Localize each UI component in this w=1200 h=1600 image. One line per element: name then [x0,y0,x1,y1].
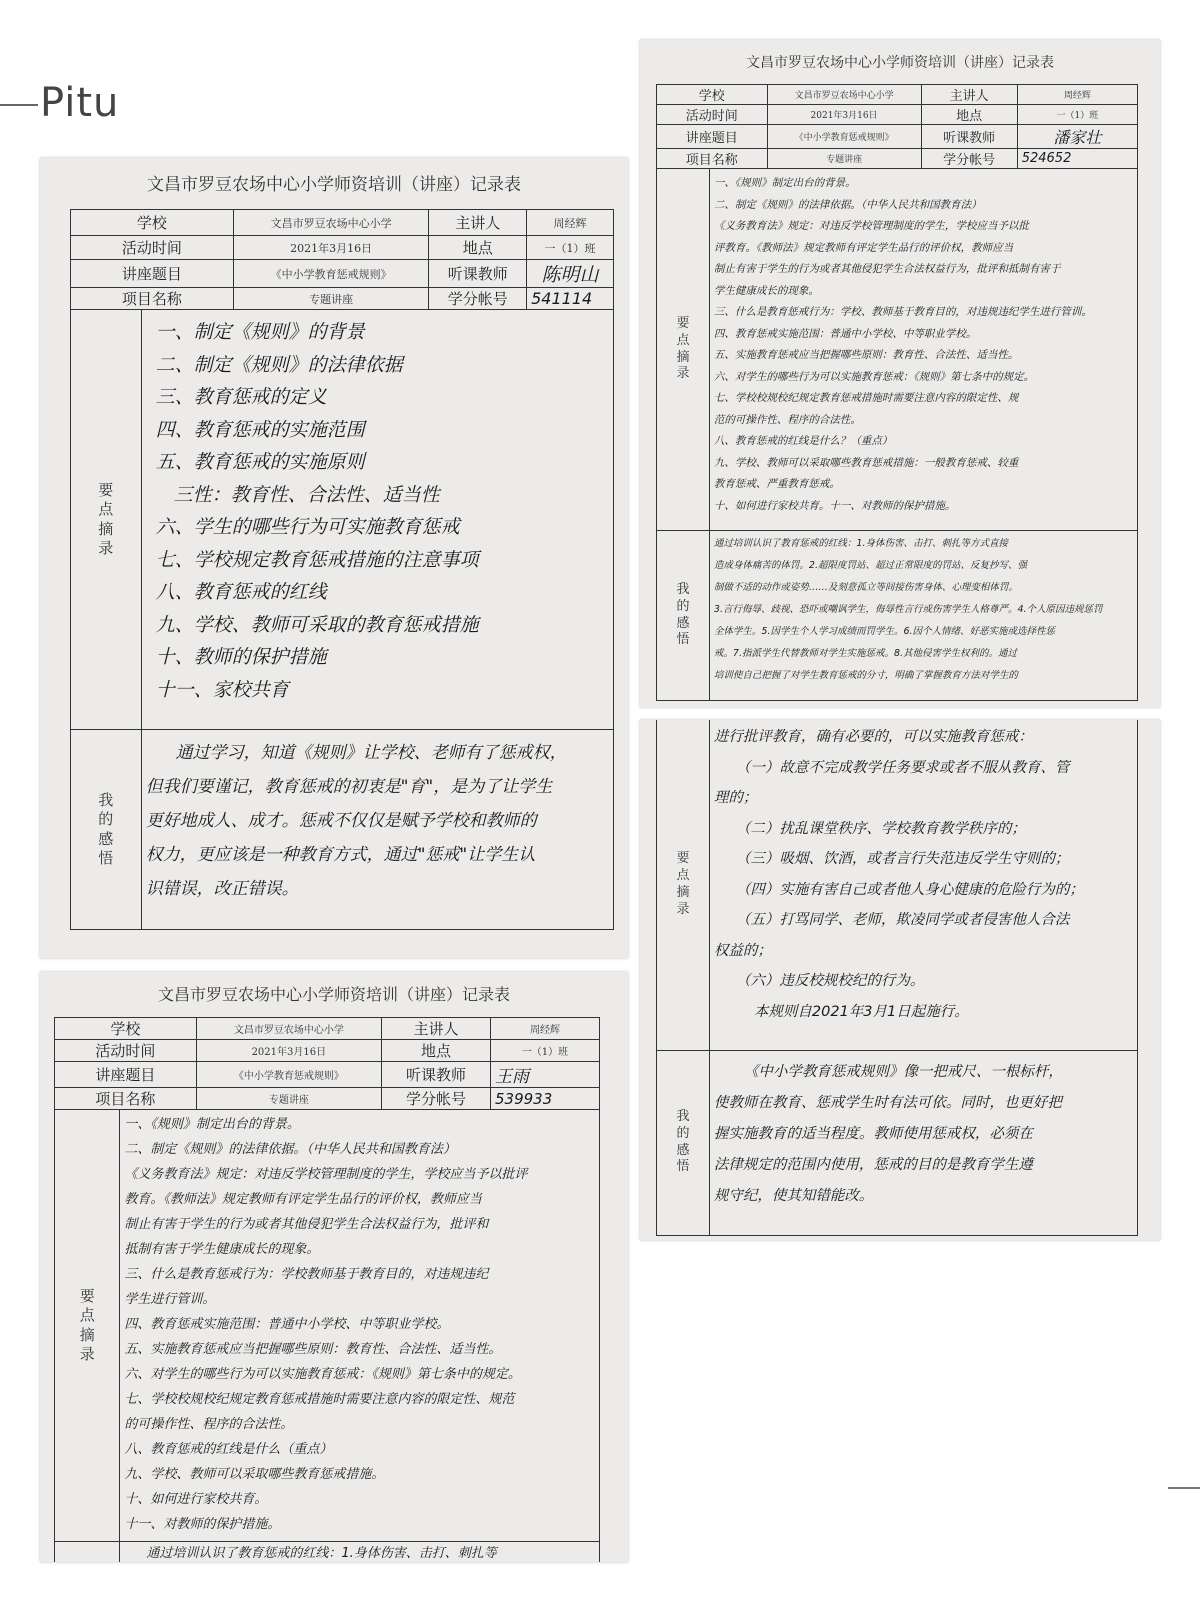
note-line: 理的； [713,790,758,806]
project-value: 专题讲座 [233,288,428,310]
note-line: 二、制定《规则》的法律依据。（中华人民共和国教育法） [713,198,982,211]
note-line: （二）扰乱课堂秩序、学校教育教学秩序的； [735,820,1026,837]
project-value: 专题讲座 [196,1088,381,1110]
notes-section-label: 要 点 摘 录 [657,720,710,1050]
place-label: 地点 [381,1040,490,1062]
note-line: 抵制有害于学生健康成长的现象。 [124,1242,320,1257]
note-line: （六）违反校规校纪的行为。 [735,973,925,989]
time-value: 2021年3月16日 [196,1040,381,1062]
feeling-line: 通过学习，知道《规则》让学校、老师有了惩戒权， [175,743,567,763]
note-line: 三、什么是教育惩戒行为：学校、教师基于教育目的，对违规违纪学生进行管训。 [713,306,1092,318]
place-label: 地点 [921,105,1017,125]
note-line: 二、制定《规则》的法律依据。（中华人民共和国教育法） [124,1142,456,1157]
project-label: 项目名称 [71,288,234,310]
feeling-line: 更好地成人、成才。惩戒不仅仅是赋予学校和教师的 [145,811,537,831]
topic-value: 《中小学教育惩戒规则》 [233,260,428,288]
listener-value: 潘家壮 [1017,125,1137,149]
note-line: 的可操作性、程序的合法性。 [124,1417,294,1432]
notes-section-label: 要 点 摘 录 [71,310,142,730]
note-line: 八、教育惩戒的红线 [155,581,327,603]
feeling-line: 制做不适的动作或姿势……及刻意孤立等间接伤害身体、心理变相体罚。 [713,582,1018,593]
place-value: 一（1）班 [490,1040,599,1062]
note-line: 评教育。《教师法》规定教师有评定学生品行的评价权，教师应当 [713,241,1014,254]
speaker-label: 主讲人 [381,1018,490,1040]
place-label: 地点 [429,236,527,260]
feeling-line: 握实施教育的适当程度。教师使用惩戒权，必须在 [713,1125,1033,1142]
feeling-line: 造成身体痛苦的体罚。2.超限度罚站、超过正常限度的罚站、反复抄写、强 [713,560,1027,571]
feelings-content [141,730,613,930]
speaker-value: 周经辉 [527,210,614,236]
feelings-content-partial: 通过培训认识了教育惩戒的红线：1.身体伤害、击打、刺扎等 [120,1542,600,1563]
note-line: 八、教育惩戒的红线是什么？（重点） [713,435,893,447]
record-table [70,209,614,930]
notes-section-label: 要 点 摘 录 [657,169,710,531]
note-line: （五）打骂同学、老师，欺凌同学或者侵害他人合法 [735,912,1070,928]
note-line: 五、教育惩戒的实施原则 [155,451,365,473]
note-line: 五、实施教育惩戒应当把握哪些原则：教育性、合法性、适当性。 [124,1342,502,1357]
note-line: 四、教育惩戒实施范围：普通中小学校、中等职业学校。 [713,327,977,340]
project-label: 项目名称 [657,149,768,169]
note-line: 七、学校校规校纪规定教育惩戒措施时需要注意内容的限定性、规范 [124,1392,515,1407]
note-line: 十一、家校共育 [155,678,289,701]
school-label: 学校 [71,210,234,236]
feeling-line: 法律规定的范围内使用，惩戒的目的是教育学生遵 [713,1156,1033,1173]
feelings-content [709,1050,1137,1235]
account-label: 学分帐号 [921,149,1017,169]
note-line: 一、《规则》制定出台的背景。 [713,177,856,189]
notes-content [709,720,1137,1050]
note-line: 七、学校校规校纪规定教育惩戒措施时需要注意内容的限定性、规 [713,392,1019,404]
note-line: （三）吸烟、饮酒，或者言行失范违反学生守则的； [735,851,1070,867]
school-label: 学校 [657,85,768,105]
account-value: 539933 [490,1088,599,1110]
note-line: 六、学生的哪些行为可实施教育惩戒 [155,516,460,538]
time-value: 2021年3月16日 [233,236,428,260]
note-line: 十一、对教师的保护措施。 [124,1517,281,1532]
note-line: 《义务教育法》规定：对违反学校管理制度的学生，学校应当予以批 [713,220,1029,232]
note-line: 九、学校、教师可以采取哪些教育惩戒措施：一般教育惩戒、较重 [713,456,1019,469]
record-sheet-chen [40,158,628,958]
school-value: 文昌市罗豆农场中心小学 [196,1018,381,1040]
topic-value: 《中小学教育惩戒规则》 [767,125,921,149]
record-sheet-continuation [640,720,1160,1240]
notes-content [120,1110,600,1542]
note-line: 本规则自2021年3月1日起施行。 [753,1003,969,1020]
sheet-title: 文昌市罗豆农场中心小学师资培训（讲座）记录表 [746,55,1054,71]
feeling-line: 权力，更应该是一种教育方式，通过"惩戒"让学生认 [145,845,536,865]
note-line: 三性：教育性、合法性、适当性 [173,483,440,506]
feeling-line: 全体学生。5.因学生个人学习成绩而罚学生。6.因个人情绪、好恶实施或选择性惩 [713,626,1056,637]
listener-label: 听课教师 [381,1062,490,1088]
feeling-line: 戒。7.指派学生代替教师对学生实施惩戒。8.其他侵害学生权利的。通过 [713,648,1018,659]
note-line: 八、教育惩戒的红线是什么（重点） [124,1442,333,1457]
note-line: 三、什么是教育惩戒行为：学校教师基于教育目的，对违规违纪 [124,1267,489,1282]
note-line: 权益的； [713,942,772,959]
note-line: 制止有害于学生的行为或者其他侵犯学生合法权益行为，批评和 [124,1217,489,1232]
feeling-line: 《中小学教育惩戒规则》像一把戒尺、一根标杆， [743,1063,1063,1080]
feeling-line: 3.言行侮辱、歧视、恐吓或嘲讽学生，侮辱性言行或伤害学生人格尊严。4.个人原因违规惩罚 [713,604,1103,615]
note-line: 一、《规则》制定出台的背景。 [124,1117,300,1132]
speaker-label: 主讲人 [921,85,1017,105]
time-label: 活动时间 [71,236,234,260]
feeling-line: 识错误，改正错误。 [145,879,299,899]
project-label: 项目名称 [55,1088,197,1110]
notes-section-label: 要 点 摘 录 [55,1110,120,1542]
note-line: 十、如何进行家校共育。十一、对教师的保护措施。 [713,499,956,512]
note-line: 二、制定《规则》的法律依据 [155,353,403,376]
note-line: 六、对学生的哪些行为可以实施教育惩戒：《规则》第七条中的规定。 [124,1367,521,1382]
continuation-table [656,720,1138,1236]
note-line: 制止有害于学生的行为或者其他侵犯学生合法权益行为，批评和抵制有害于 [713,263,1061,275]
topic-label: 讲座题目 [55,1062,197,1088]
record-sheet-pan [640,40,1160,707]
record-table [54,1017,600,1562]
note-line: （一）故意不完成教学任务要求或者不服从教育、管 [735,759,1070,776]
note-line: （四）实施有害自己或者他人身心健康的危险行为的； [735,881,1084,898]
school-label: 学校 [55,1018,197,1040]
speaker-label: 主讲人 [429,210,527,236]
feeling-line: 规守纪，使其知错能改。 [713,1187,874,1204]
account-label: 学分帐号 [429,288,527,310]
note-line: 一、制定《规则》的背景 [155,321,365,343]
pitu-watermark: Pitu [0,80,119,126]
listener-value: 王雨 [490,1062,599,1088]
sheet-title: 文昌市罗豆农场中心小学师资培训（讲座）记录表 [157,985,510,1004]
time-label: 活动时间 [55,1040,197,1062]
note-line: 六、对学生的哪些行为可以实施教育惩戒：《规则》第七条中的规定。 [713,370,1035,383]
feelings-content [709,531,1137,701]
listener-label: 听课教师 [921,125,1017,149]
note-line: 四、教育惩戒实施范围：普通中小学校、中等职业学校。 [124,1317,450,1332]
time-value: 2021年3月16日 [767,105,921,125]
speaker-value: 周经辉 [490,1018,599,1040]
edge-divider [1168,1487,1200,1489]
note-line: 教育。《教师法》规定教师有评定学生品行的评价权，教师应当 [124,1192,482,1207]
time-label: 活动时间 [657,105,768,125]
topic-value: 《中小学教育惩戒规则》 [196,1062,381,1088]
place-value: 一（1）班 [1017,105,1137,125]
speaker-value: 周经辉 [1017,85,1137,105]
note-line: 九、学校、教师可采取的教育惩戒措施 [155,613,479,636]
topic-label: 讲座题目 [657,125,768,149]
feeling-line: 但我们要谨记，教育惩戒的初衷是"育"，是为了让学生 [145,777,553,797]
note-line: 九、学校、教师可以采取哪些教育惩戒措施。 [124,1467,385,1482]
topic-label: 讲座题目 [71,260,234,288]
notes-content [141,310,613,730]
feelings-section-label-partial [55,1542,120,1563]
note-line: 范的可操作性、程序的合法性。 [713,413,861,426]
feeling-line: 使教师在教育、惩戒学生时有法可依。同时，也更好把 [713,1094,1062,1111]
record-table [656,84,1138,701]
account-label: 学分帐号 [381,1088,490,1110]
note-line: 教育惩戒、严重教育惩戒。 [713,478,840,490]
school-value: 文昌市罗豆农场中心小学 [233,210,428,236]
note-line: 三、教育惩戒的定义 [155,386,327,408]
note-line: 十、教师的保护措施 [155,646,327,668]
note-line: 学生进行管训。 [124,1292,216,1307]
note-line: 学生健康成长的现象。 [713,284,819,297]
account-value: 541114 [527,288,614,310]
feelings-section-label: 我 的 感 悟 [71,730,142,930]
place-value: 一（1）班 [527,236,614,260]
feelings-section-label: 我 的 感 悟 [657,531,710,701]
feeling-line: 培训使自己把握了对学生教育惩戒的分寸，明确了掌握教育方法对学生的 [713,670,1018,681]
project-value: 专题讲座 [767,149,921,169]
feeling-line: 通过培训认识了教育惩戒的红线：1.身体伤害、击打、刺扎等方式直接 [713,538,1008,549]
notes-content [709,169,1137,531]
note-line: 进行批评教育，确有必要的，可以实施教育惩戒： [713,729,1033,745]
listener-label: 听课教师 [429,260,527,288]
note-line: 十、如何进行家校共育。 [124,1492,268,1507]
note-line: 四、教育惩戒的实施范围 [155,418,365,441]
note-line: 七、学校规定教育惩戒措施的注意事项 [155,548,479,571]
listener-value: 陈明山 [527,260,614,288]
school-value: 文昌市罗豆农场中心小学 [767,85,921,105]
note-line: 《义务教育法》规定：对违反学校管理制度的学生，学校应当予以批评 [124,1167,528,1182]
sheet-title: 文昌市罗豆农场中心小学师资培训（讲座）记录表 [147,175,521,195]
feelings-section-label: 我 的 感 悟 [657,1050,710,1235]
account-value: 524652 [1017,149,1137,169]
record-sheet-wang [40,972,628,1562]
note-line: 五、实施教育惩戒应当把握哪些原则：教育性、合法性、适当性。 [713,349,1019,361]
